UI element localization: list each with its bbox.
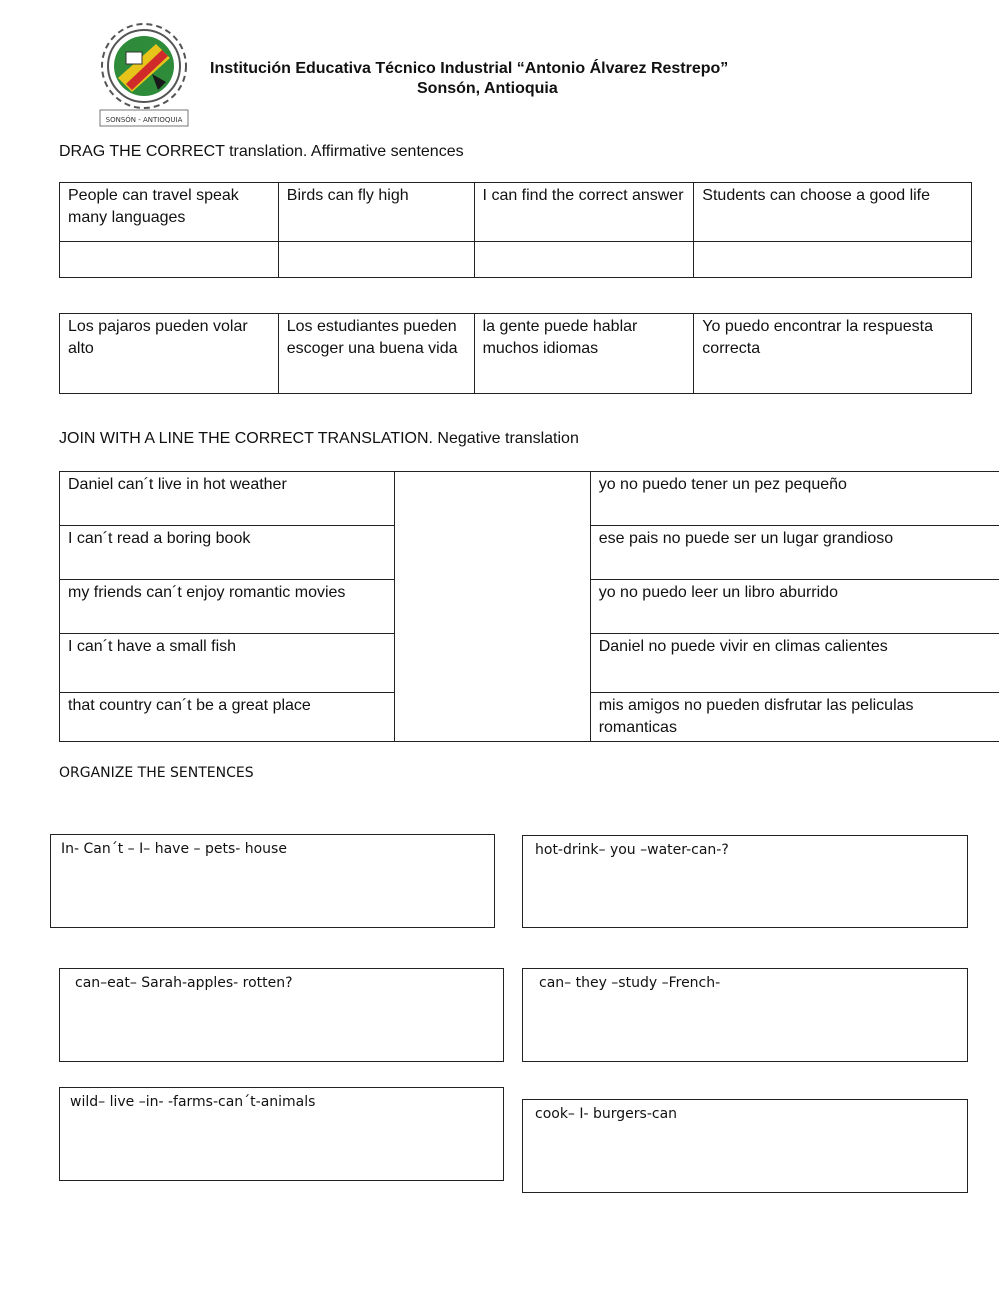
drop-target-cell[interactable] — [474, 242, 694, 278]
line-drawing-area[interactable] — [394, 472, 590, 742]
matching-table — [59, 471, 999, 742]
english-cell: Students can choose a good life — [694, 183, 972, 242]
match-right-item[interactable]: mis amigos no pueden disfrutar las peliculas romanticas — [590, 693, 999, 742]
school-logo — [96, 18, 192, 130]
match-left-item[interactable]: that country can´t be a great place — [60, 693, 395, 742]
english-cell: I can find the correct answer — [474, 183, 694, 242]
sentence-box[interactable]: wild– live –in- -farms-can´t-animals — [59, 1087, 504, 1181]
sentence-box[interactable]: In- Can´t – I– have – pets- house — [50, 834, 495, 928]
institution-title: Institución Educativa Técnico Industrial “Antonio Álvarez Restrepo” — [210, 60, 729, 77]
match-left-item[interactable]: I can´t read a boring book — [60, 526, 395, 580]
english-cell: People can travel speak many languages — [60, 183, 279, 242]
section2-title: JOIN WITH A LINE THE CORRECT TRANSLATION. Negative translation — [59, 430, 579, 447]
match-right-item[interactable]: ese pais no puede ser un lugar grandioso — [590, 526, 999, 580]
match-right-item[interactable]: Daniel no puede vivir en climas calientes — [590, 634, 999, 693]
institution-location: Sonsón, Antioquia — [417, 80, 558, 97]
english-sentences-table — [59, 182, 972, 278]
section3-title: ORGANIZE THE SENTENCES — [59, 765, 254, 781]
english-cell: Birds can fly high — [278, 183, 474, 242]
sentence-box[interactable]: can–eat– Sarah-apples- rotten? — [59, 968, 504, 1062]
logo-caption: SONSÓN - ANTIOQUIA — [105, 116, 183, 124]
match-right-item[interactable]: yo no puedo tener un pez pequeño — [590, 472, 999, 526]
match-right-item[interactable]: yo no puedo leer un libro aburrido — [590, 580, 999, 634]
drop-target-cell[interactable] — [694, 242, 972, 278]
drop-target-cell[interactable] — [278, 242, 474, 278]
spanish-options-table — [59, 313, 972, 394]
section1-title: DRAG THE CORRECT translation. Affirmative sentences — [59, 143, 464, 160]
drop-target-cell[interactable] — [60, 242, 279, 278]
sentence-box[interactable]: can– they –study –French- — [522, 968, 968, 1062]
match-left-item[interactable]: my friends can´t enjoy romantic movies — [60, 580, 395, 634]
match-left-item[interactable]: I can´t have a small fish — [60, 634, 395, 693]
sentence-box[interactable]: cook– I- burgers-can — [522, 1099, 968, 1193]
draggable-option[interactable]: la gente puede hablar muchos idiomas — [474, 314, 694, 394]
sentence-box[interactable]: hot-drink– you –water-can-? — [522, 835, 968, 928]
draggable-option[interactable]: Los estudiantes pueden escoger una buena vida — [278, 314, 474, 394]
draggable-option[interactable]: Los pajaros pueden volar alto — [60, 314, 279, 394]
match-left-item[interactable]: Daniel can´t live in hot weather — [60, 472, 395, 526]
draggable-option[interactable]: Yo puedo encontrar la respuesta correcta — [694, 314, 972, 394]
